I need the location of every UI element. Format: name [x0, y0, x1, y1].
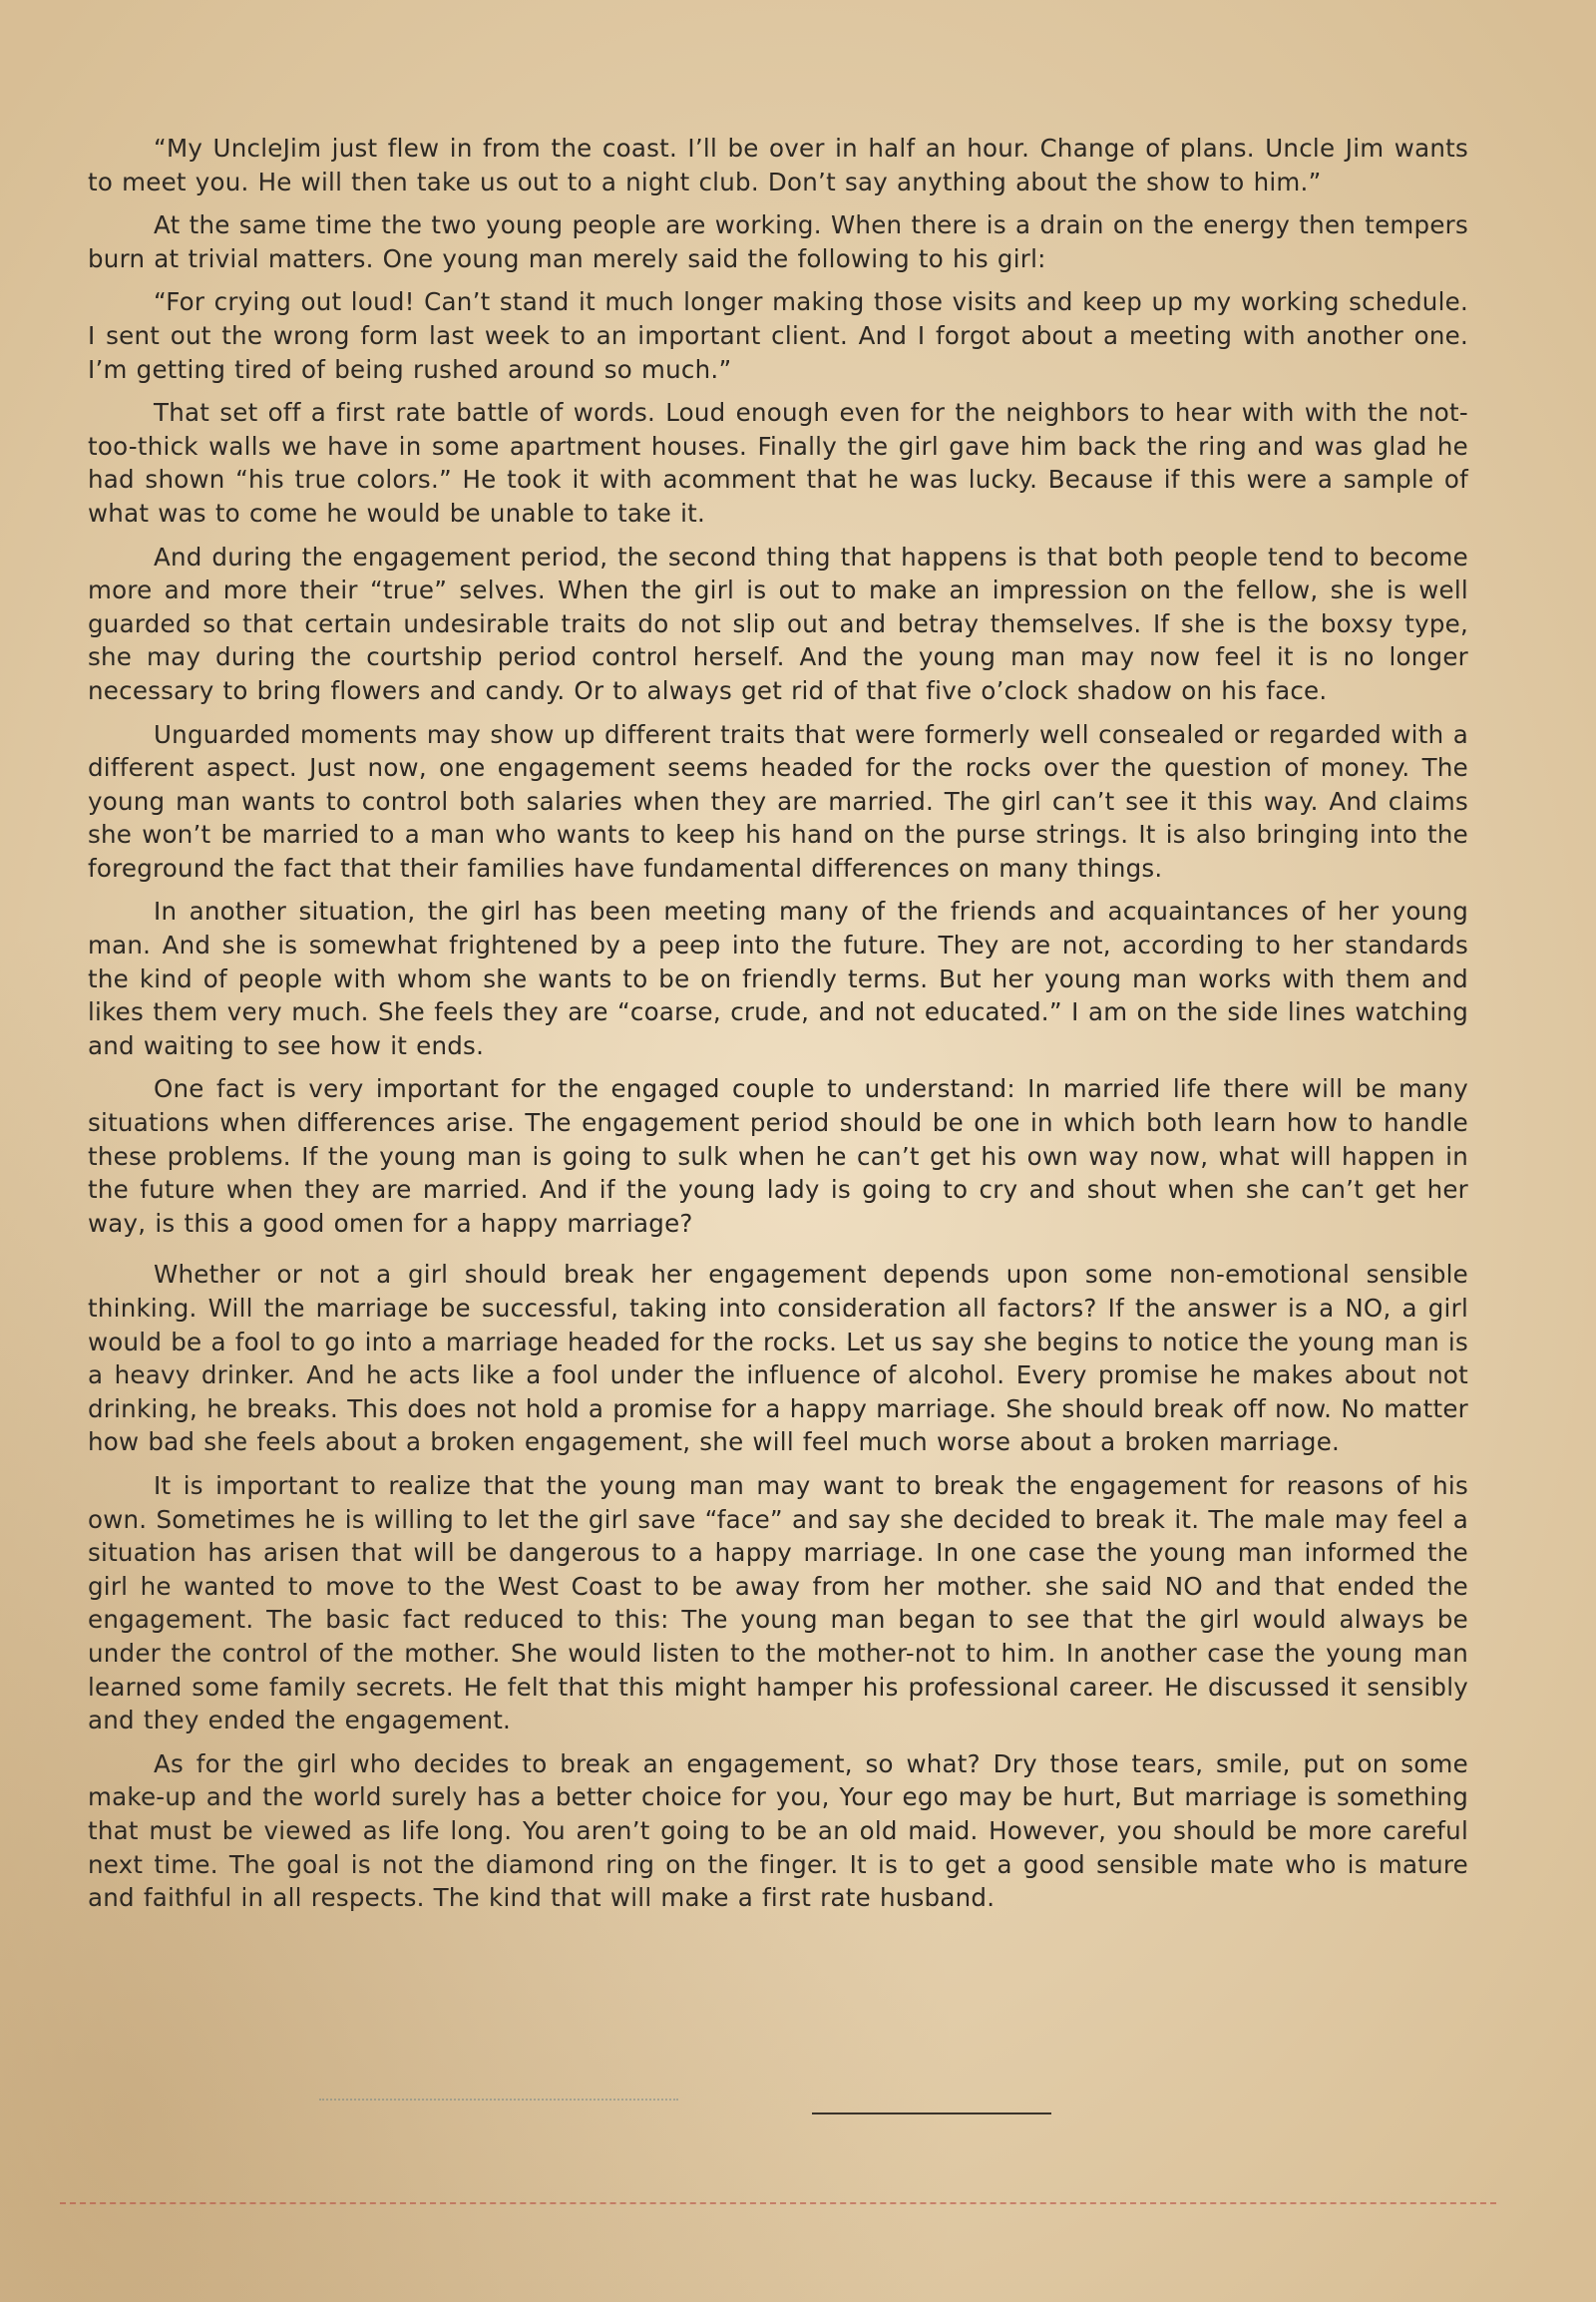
paragraph-crying-out-loud: “For crying out loud! Can’t stand it much longer making those visits and keep up my working schedule. I sent out the wrong form last week to an important client. And I forgot about a meeting with another one. I’m getting tired of being rushed around so much.”: [88, 287, 1468, 384]
paragraph-uncle-jim-call: “My UncleJim just flew in from the coast. I’ll be over in half an hour. Change of plans. Uncle Jim wants to meet you. He will then take us out to a night club. Don’t say anything about the show to him.”: [88, 134, 1468, 196]
paragraph-whether-or-not: Whether or not a girl should break her engagement depends upon some non-emotional sensible thinking. Will the marriage be successful, taking into consideration all factors? If the answer is a NO, a girl would be a fool to go into a marriage headed for the rocks. Let us say she begins to notice the young man is a heavy drinker. And he acts like a fool under the influence of alcohol. Every promise he makes about not drinking, he breaks. This does not hold a promise for a happy marriage. She should break off now. No matter how bad she feels about a broken engagement, she will feel much worse about a broken marriage.: [88, 1260, 1468, 1457]
end-of-article-rule: [812, 2112, 1051, 2114]
paragraph-another-situation: In another situation, the girl has been meeting many of the friends and acquaintances of her young man. And she is somewhat frightened by a peep into the future. They are not, according to her standards the kind of people with whom she wants to be on friendly terms. But her young man works with them and likes them very much. She feels they are “coarse, crude, and not educated.” I am on the side lines watching and waiting to see how it ends.: [88, 897, 1468, 1060]
article-body: [88, 132, 1468, 1925]
paragraph-battle-of-words: That set off a first rate battle of words. Loud enough even for the neighbors to hear with with the not-too-thick walls we have in some apartment houses. Finally the girl gave him back the ring and was glad he had shown “his true colors.” He took it with acomment that he was lucky. Because if this were a sample of what was to come he would be unable to take it.: [88, 398, 1468, 528]
paragraph-so-what: As for the girl who decides to break an engagement, so what? Dry those tears, smile, put on some make-up and the world surely has a better choice for you, Your ego may be hurt, But marriage is something that must be viewed as life long. You aren’t going to be an old maid. However, you should be more careful next time. The goal is not the diamond ring on the finger. It is to get a good sensible mate who is mature and faithful in all respects. The kind that will make a first rate husband.: [88, 1748, 1468, 1913]
paragraph-young-man-breaks: It is important to realize that the young man may want to break the engagement for reasons of his own. Sometimes he is willing to let the girl save “face” and say she decided to break it. The male may feel a situation has arisen that will be dangerous to a happy marriage. In one case the young man informed the girl he wanted to move to the West Coast to be away from her mother. she said NO and that ended the engagement. The basic fact reduced to this: The young man began to see that the girl would always be under the control of the mother. She would listen to the mother-not to him. In another case the young man learned some family secrets. He felt that this might hamper his professional career. He discussed it sensibly and they ended the engagement.: [88, 1470, 1468, 1735]
paragraph-working-tempers: At the same time the two young people are working. When there is a drain on the energy then tempers burn at trivial matters. One young man merely said the following to his girl:: [88, 210, 1468, 273]
red-ink-stain: [60, 2202, 1496, 2204]
paragraph-important-fact: One fact is very important for the engaged couple to understand: In married life there will be many situations when differences arise. The engagement period should be one in which both learn how to handle these problems. If the young man is going to sulk when he can’t get his own way now, what will happen in the future when they are married. And if the young lady is going to cry and shout when she can’t get her way, is this a good omen for a happy marriage?: [88, 1074, 1468, 1238]
faded-ink-mark: [319, 2099, 678, 2101]
paragraph-true-selves: And during the engagement period, the second thing that happens is that both people tend to become more and more their “true” selves. When the girl is out to make an impression on the fellow, she is well guarded so that certain undesirable traits do not slip out and betray themselves. If she is the boxsy type, she may during the courtship period control herself. And the young man may now feel it is no longer necessary to bring flowers and candy. Or to always get rid of that five o’clock shadow on his face.: [88, 542, 1468, 705]
paragraph-unguarded-moments: Unguarded moments may show up different traits that were formerly well consealed or regarded with a different aspect. Just now, one engagement seems headed for the rocks over the question of money. The young man wants to control both salaries when they are married. The girl can’t see it this way. And claims she won’t be married to a man who wants to keep his hand on the purse strings. It is also bringing into the foreground the fact that their families have fundamental differences on many things.: [88, 719, 1468, 883]
